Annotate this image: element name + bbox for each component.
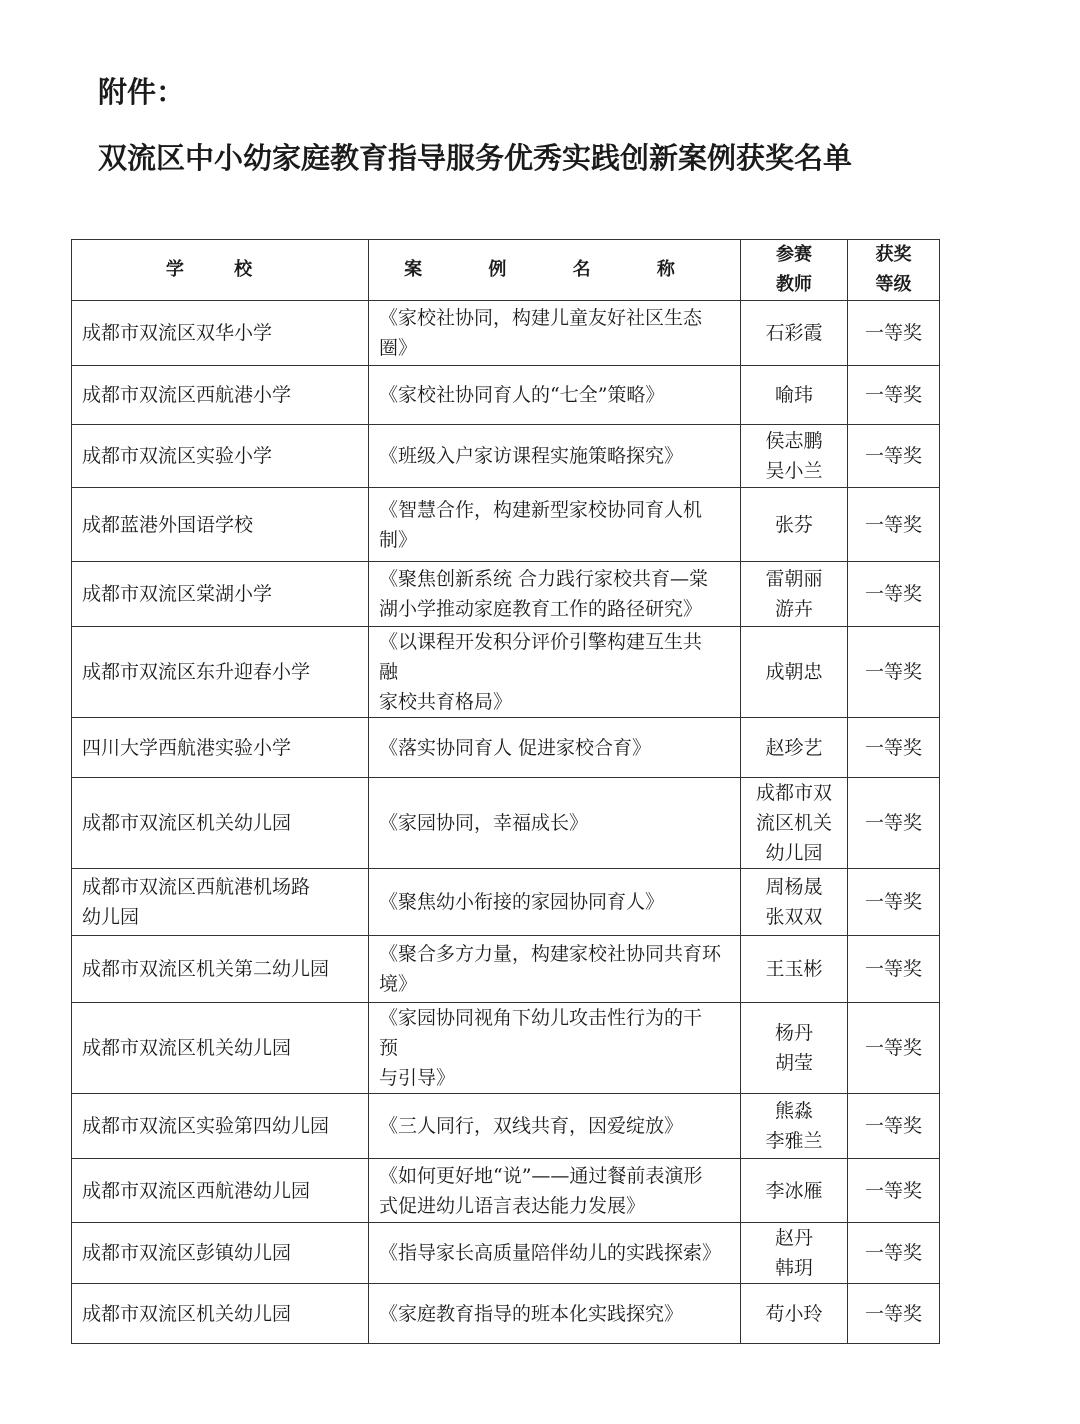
cell-case: 《家园协同，幸福成长》: [369, 778, 741, 869]
cell-teacher: 李冰雁: [741, 1159, 848, 1223]
cell-case: 《以课程开发积分评价引擎构建互生共 融 家校共育格局》: [369, 627, 741, 718]
cell-school: 成都市双流区西航港小学: [72, 366, 369, 425]
cell-school: 成都市双流区机关第二幼儿园: [72, 936, 369, 1003]
cell-case: 《家园协同视角下幼儿攻击性行为的干 预 与引导》: [369, 1003, 741, 1094]
cell-case: 《落实协同育人 促进家校合育》: [369, 718, 741, 778]
header-school: 学 校: [72, 240, 369, 301]
cell-teacher: 成朝忠: [741, 627, 848, 718]
table-row: [72, 936, 940, 1003]
cell-teacher: 石彩霞: [741, 301, 848, 366]
cell-school: 成都市双流区机关幼儿园: [72, 778, 369, 869]
cell-school: 成都市双流区棠湖小学: [72, 562, 369, 627]
cell-school: 成都市双流区双华小学: [72, 301, 369, 366]
attachment-label: 附件：: [98, 75, 186, 109]
cell-school: 成都蓝港外国语学校: [72, 488, 369, 562]
cell-level: 一等奖: [848, 869, 940, 936]
cell-level: 一等奖: [848, 1159, 940, 1223]
table-row: [72, 488, 940, 562]
cell-case: 《家校社协同育人的“七全”策略》: [369, 366, 741, 425]
page-title: 双流区中小幼家庭教育指导服务优秀实践创新案例获奖名单: [98, 141, 853, 175]
cell-teacher: 张芬: [741, 488, 848, 562]
table-row: [72, 1003, 940, 1094]
cell-level: 一等奖: [848, 1223, 940, 1284]
cell-level: 一等奖: [848, 425, 940, 488]
award-table: [71, 239, 940, 1344]
cell-school: 成都市双流区西航港幼儿园: [72, 1159, 369, 1223]
cell-teacher: 苟小玲: [741, 1284, 848, 1344]
cell-case: 《聚合多方力量，构建家校社协同共育环 境》: [369, 936, 741, 1003]
table-row: [72, 778, 940, 869]
cell-school: 四川大学西航港实验小学: [72, 718, 369, 778]
cell-school: 成都市双流区机关幼儿园: [72, 1284, 369, 1344]
header-teacher: 参赛 教师: [741, 240, 848, 301]
cell-teacher: 赵珍艺: [741, 718, 848, 778]
cell-teacher: 杨丹 胡莹: [741, 1003, 848, 1094]
cell-school: 成都市双流区机关幼儿园: [72, 1003, 369, 1094]
cell-level: 一等奖: [848, 1003, 940, 1094]
cell-school: 成都市双流区实验第四幼儿园: [72, 1094, 369, 1159]
cell-teacher: 熊淼 李雅兰: [741, 1094, 848, 1159]
cell-case: 《班级入户家访课程实施策略探究》: [369, 425, 741, 488]
table-row: [72, 1284, 940, 1344]
table-row: [72, 1094, 940, 1159]
cell-case: 《指导家长高质量陪伴幼儿的实践探索》: [369, 1223, 741, 1284]
cell-teacher: 喻玮: [741, 366, 848, 425]
cell-teacher: 王玉彬: [741, 936, 848, 1003]
cell-case: 《家校社协同，构建儿童友好社区生态 圈》: [369, 301, 741, 366]
table-row: [72, 562, 940, 627]
cell-level: 一等奖: [848, 1284, 940, 1344]
cell-level: 一等奖: [848, 1094, 940, 1159]
cell-teacher: 雷朝丽 游卉: [741, 562, 848, 627]
cell-teacher: 周杨晟 张双双: [741, 869, 848, 936]
cell-level: 一等奖: [848, 778, 940, 869]
table-row: [72, 425, 940, 488]
cell-case: 《家庭教育指导的班本化实践探究》: [369, 1284, 741, 1344]
cell-level: 一等奖: [848, 718, 940, 778]
cell-case: 《智慧合作，构建新型家校协同育人机 制》: [369, 488, 741, 562]
table-row: [72, 1223, 940, 1284]
table-row: [72, 1159, 940, 1223]
cell-school: 成都市双流区东升迎春小学: [72, 627, 369, 718]
cell-level: 一等奖: [848, 627, 940, 718]
table-row: [72, 869, 940, 936]
cell-teacher: 赵丹 韩玥: [741, 1223, 848, 1284]
header-level: 获奖 等级: [848, 240, 940, 301]
cell-case: 《如何更好地“说”——通过餐前表演形 式促进幼儿语言表达能力发展》: [369, 1159, 741, 1223]
cell-case: 《聚焦创新系统 合力践行家校共育—棠 湖小学推动家庭教育工作的路径研究》: [369, 562, 741, 627]
cell-school: 成都市双流区实验小学: [72, 425, 369, 488]
cell-school: 成都市双流区西航港机场路 幼儿园: [72, 869, 369, 936]
cell-level: 一等奖: [848, 936, 940, 1003]
cell-case: 《聚焦幼小衔接的家园协同育人》: [369, 869, 741, 936]
cell-level: 一等奖: [848, 301, 940, 366]
cell-case: 《三人同行，双线共育，因爱绽放》: [369, 1094, 741, 1159]
table-row: [72, 627, 940, 718]
table-row: [72, 366, 940, 425]
cell-level: 一等奖: [848, 562, 940, 627]
cell-teacher: 成都市双 流区机关 幼儿园: [741, 778, 848, 869]
cell-level: 一等奖: [848, 488, 940, 562]
cell-level: 一等奖: [848, 366, 940, 425]
cell-school: 成都市双流区彭镇幼儿园: [72, 1223, 369, 1284]
cell-teacher: 侯志鹏 吴小兰: [741, 425, 848, 488]
table-header-row: [72, 240, 940, 301]
header-case: 案 例 名 称: [369, 240, 741, 301]
table-row: [72, 301, 940, 366]
table-row: [72, 718, 940, 778]
